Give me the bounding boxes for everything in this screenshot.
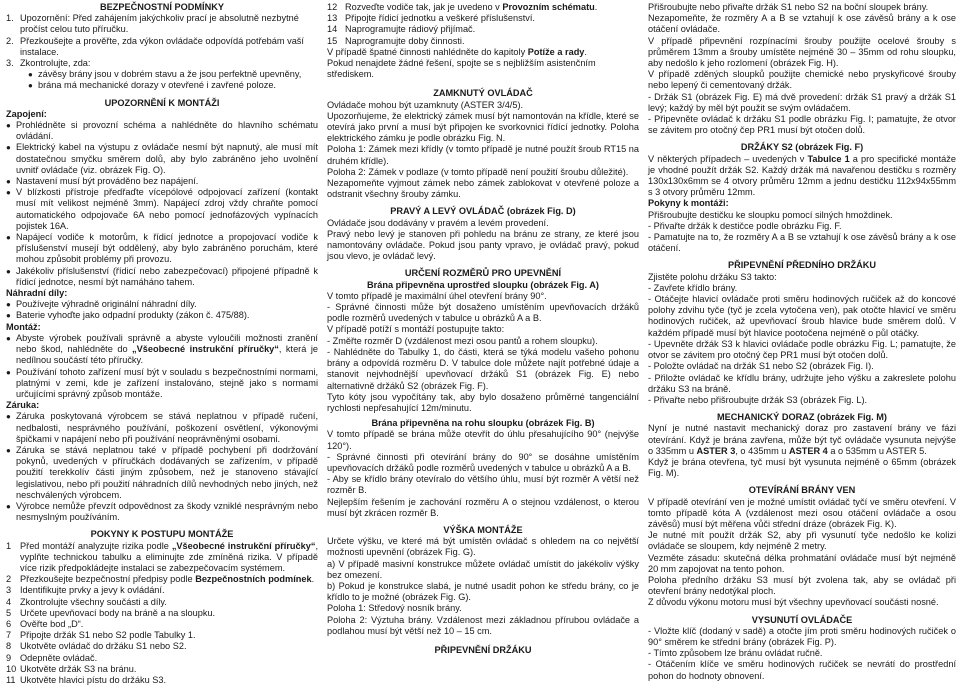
step-item: 2 Přezkoušejte bezpečnostní předpisy podle Bezpečnostních podmínek.	[6, 574, 315, 585]
step-item: 6 Ověřte bod „D“.	[6, 618, 84, 629]
pravy-levy-title: PRAVÝ A LEVÝ OVLÁDAČ (obrázek Fig. D)	[390, 206, 576, 217]
urceni-title: URČENÍ ROZMĚRŮ PRO UPEVNĚNÍ	[404, 268, 562, 279]
bullet-icon: ●	[6, 501, 11, 511]
bullet-icon: ●	[6, 445, 11, 455]
step-item: 1 Před montáží analyzujte rizika podle „Všeobecné instrukční příručky“, vyplňte technickou tabulku a eliminujte zde zmíněná rizika. V případě více rizik předpokládejte instalaci se zabezpečovacím systémem.	[6, 540, 319, 573]
step-item: 12 Rozveďte vodiče tak, jak je uvedeno v Provozním schématu.	[327, 2, 598, 12]
zaruka-item: ● Výrobce nemůže převzít odpovědnost za škody vzniklé nesprávným nebo nesmyslným používáním.	[6, 500, 318, 523]
paragraph: - Položte ovládač na držák S1 nebo S2 (obrázek Fig. I).	[648, 361, 874, 372]
paragraph: Ovládače mohou být uzamknuty (ASTER 3/4/5).	[327, 99, 524, 110]
bullet-icon: ●	[6, 412, 11, 422]
check-item: ● závěsy brány jsou v dobrém stavu a že jsou perfektně upevněny,	[28, 69, 302, 80]
bullet-icon: ●	[6, 333, 11, 343]
paragraph: - Přivařte nebo přišroubujte držák S3 (obrázek Fig. L).	[648, 394, 868, 405]
s2-title: DRŽÁKY S2 (obrázek Fig. F)	[740, 142, 864, 153]
postup-title: POKYNY K POSTUPU MONTÁŽE	[90, 529, 234, 540]
paragraph: Když je brána otevřena, tyč musí být vysunuta nejméně o 65mm (obrázek Fig. M).	[648, 456, 956, 479]
paragraph: - Vložte klíč (dodaný v sadě) a otočte jím proti směru hodinových ručiček o 90° směrem ke střední brány (obrázek Fig. P).	[648, 625, 956, 647]
pripevneni-title: PŘIPEVNĚNÍ DRŽÁKU	[434, 644, 532, 655]
paragraph: - Držák S1 (obrázek Fig. E) má dvě provedení: držák S1 pravý a držák S1 levý; každý by měl být použit se svým ovládačem.	[648, 91, 956, 113]
zapojeni-item: ● Nastavení musí být prováděno bez napájení.	[6, 176, 199, 187]
step-item: 13 Připojte řídicí jednotku a veškeré příslušenství.	[327, 13, 535, 24]
step-item: 14 Naprogramujte rádiový přijímač.	[327, 24, 476, 35]
bullet-icon: ●	[28, 70, 33, 80]
paragraph: Určete výšku, ve které má být umístěn ovládač s ohledem na co největší možnosti upevnění (obrázek Fig. G).	[327, 536, 639, 558]
bullet-icon: ●	[6, 233, 11, 243]
paragraph: V tomto případě je maximální úhel otevření brány 90°.	[327, 290, 547, 301]
paragraph: - Připevněte ovládač k držáku S1 podle obrázku Fig. I; pamatujte, že otvor se závitem pro otočný čep PR1 musí být otočen dolů.	[648, 114, 956, 136]
paragraph: - Otáčejte hlavicí ovládače proti směru hodinových ručiček až do koncové polohy zdvihu tyče (tyč je zcela vytočena ven), pak otočte hlavicí ve směru hodinových ručiček, až upevňovací šroub hlavice bude směrem dolů. V každém případě musí být hlavice pootočena nejméně o půl otáčky.	[648, 294, 956, 338]
problem-text-2: Pokud nenajdete žádné řešení, spojte se s nejbližším asistenčním střediskem.	[327, 58, 596, 80]
step-item: 8 Ukotvěte ovládač do držáku S1 nebo S2.	[6, 641, 187, 652]
paragraph: - Pamatujte na to, že rozměry A a B se vztahují k ose závěsů brány a k ose otáčení.	[648, 232, 956, 254]
vysunuti-title: VYSUNUTÍ OVLÁDAČE	[751, 614, 853, 625]
zapojeni-item: ● Napájecí vodiče k motorům, k řídicí jednotce a propojovací vodiče k příslušenství musejí být oddělený, aby bylo zabráněno poruchám, které mohou způsobit problémy při provozu.	[6, 232, 318, 265]
paragraph: - Upevněte držák S3 k hlavici ovládače podle obrázku Fig. L; pamatujte, že otvor se závitem pro otočný čep PR1 musí být otočen dolů.	[648, 338, 956, 361]
zaruka-item: ● Záruka poskytovaná výrobcem se stává neplatnou v případě ručení, nedbalosti, nesprávného používání, poškození osvětlení, výkonovými špičkami v napájení nebo při používání neoprávněnými osobami.	[6, 411, 318, 444]
paragraph: Nyní je nutné nastavit mechanický doraz pro zastavení brány ve fázi otevírání. Když je brána zavřena, může být tyč ovládače vysunuta nejvýše o 335mm u ASTER 3, o 435mm u ASTER 4 a o 535mm u ASTER 5.	[648, 423, 956, 456]
bullet-icon: ●	[6, 177, 11, 187]
bullet-icon: ●	[6, 300, 11, 310]
paragraph: Je nutné mít použít držák S2, aby při vysunutí tyče nedošlo ke kolizi ovládače se sloupem, kdy nejméně 2 metry.	[648, 530, 956, 552]
paragraph: Pravý nebo levý je stanoven při pohledu na bránu ze strany, ze které jsou namontovány ovládače. Pokud jsou panty vpravo, je ovládač pravý, pokud jsou vlevo, je ovládač levý.	[327, 228, 639, 262]
bullet-icon: ●	[6, 121, 11, 131]
nahradni-item: ● Používejte výhradně originální náhradní díly.	[6, 299, 197, 310]
paragraph: V případě zděných sloupků použijte chemické nebo pryskyřicové šrouby nebo lepený či cementovaný držák.	[648, 69, 956, 91]
zaruka-item: ● Záruka se stává neplatnou také v případě pochybení při dodržování pokynů, uvedených v příručkách dodávaných se zařízením, v případě použití terekkolív části jiným způsobem, než je stanoveno stávající legislativou, nebo při použití náhradních dílů nevhodných nebo jiných, než neschválených výrobcem.	[6, 444, 318, 500]
zapojeni-item: ● V blízkosti přístroje předřaďte vícepólové odpojovací zařízení (kontakt musí mít velikost nejméně 3mm). Napájecí zdroj vždy chraňte pomocí automatického odpojovače 6A nebo pomocí jednofázových vypínacích pojistek 16A.	[6, 187, 318, 231]
montaz-label: Montáž:	[6, 321, 41, 332]
zapojeni-label: Zapojení:	[6, 108, 47, 119]
predni-title: PŘIPEVNĚNÍ PŘEDNÍHO DRŽÁKU	[727, 260, 877, 271]
safety-item: 1. Upozornění: Před zahájením jakýchkoliv prací je absolutně nezbytné pročíst celou tuto příručku.	[6, 13, 299, 35]
paragraph: a) V případě masivní konstrukce můžete ovládač umístit do jakékoliv výšky bez omezení.	[327, 558, 639, 580]
bullet-icon: ●	[6, 266, 11, 276]
safety-list	[6, 13, 318, 91]
step-item: 15 Naprogramujte doby činnosti.	[327, 35, 465, 46]
paragraph: - Nahlédněte do Tabulky 1, do části, která se týká modelu vašeho pohonu brány a odpovídá rozměru D. V tabulce dole můžete najít potřebné údaje a stanovit nejvhodnější upevňovací držáků S1 (obrázek Fig. E) nebo alternativně držáků S2 (obrázek Fig. F).	[327, 346, 639, 391]
oteviran-title: OTEVÍRÁNÍ BRÁNY VEN	[748, 485, 856, 496]
bullet-icon: ●	[28, 81, 33, 91]
paragraph: Poloha 1: Zámek mezi křídly (v tomto případě je nutné použít šroub RT15 na druhém křídle).	[327, 144, 639, 166]
paragraph: Tyto kóty jsou vypočítány tak, aby bylo dosaženo průměrné tangenciální rychlosti nepřesahující 12m/minutu.	[327, 391, 639, 413]
paragraph: - Přivařte držák k destičce podle obrázku Fig. F.	[648, 220, 842, 231]
paragraph: Ovládače jsou dodávány v pravém a levém provedení.	[327, 217, 549, 228]
paragraph: Zjistěte polohu držáku S3 takto:	[648, 271, 777, 282]
pokyny-label: Pokyny k montáži:	[648, 198, 729, 209]
step-item: 9 Odepněte ovládač.	[6, 652, 98, 663]
paragraph: - Otáčením klíče ve směru hodinových ručiček se nevrátí do prostřední pohon do hodnoty obnovení.	[648, 659, 956, 681]
paragraph: V některých případech – uvedených v Tabulce 1 a pro specifické montáže je vhodné použít držák S2. Každý držák má navařenou destičku s rozměry 130x130x6mm se 4 otvory průměru 12mm a jednu destičku 112x94x55mm s 3 otvory průměru 12mm.	[648, 153, 956, 198]
nahradni-item: ● Baterie vyhoďte jako odpadní produkty (zákon č. 475/88).	[6, 310, 250, 321]
zapojeni-item: ● Elektrický kabel na výstupu z ovládače nesmí být napnutý, ale musí mít dostatečnou smyčku směrem dolů, aby bylo zabráněno jeho uvolnění uvnitř ovládače (viz. obrázek Fig. O).	[6, 142, 318, 175]
zaruka-label: Záruka:	[6, 400, 40, 411]
column-2	[327, 2, 639, 656]
warnings-title: UPOZORNĚNÍ K MONTÁŽI	[104, 97, 220, 108]
zapojeni-item: ● Jakékoliv příslušenství (řídicí nebo zabezpečovací) připojené případně k řídicí jednotce, nesmí být namáháno tahem.	[6, 265, 318, 287]
paragraph: Nejlepším řešením je zachování rozměru A o stejnou vzdálenost, o kterou musí být zkrácen rozměr B.	[327, 496, 639, 518]
safety-item: 3. Zkontrolujte, zda:	[6, 58, 91, 69]
paragraph: - Tímto způsobem lze bránu ovládat ručně.	[648, 648, 823, 659]
paragraph: Nezapomeňte, že rozměry A a B se vztahují k ose závěsů brány a k ose otáčení ovládače.	[648, 13, 956, 35]
check-item: ● brána má mechanické dorazy v otevřené i zavřené poloze.	[28, 80, 276, 91]
paragraph: Poloha 2: Zámek v podlaze (v tomto případě není použití šroubu důležité).	[327, 166, 629, 177]
paragraph: V tomto případě se brána může otevřít do úhlu přesahujícího 90° (nejvýše 120°).	[327, 429, 639, 451]
paragraph: - Aby se křídlo brány otevíralo do většího úhlu, musí být rozměr A větší než rozměr B.	[327, 474, 639, 496]
step-item: 4 Zkontrolujte všechny součásti a díly.	[6, 596, 167, 607]
step-item: 7 Připojte držák S1 nebo S2 podle Tabulky 1.	[6, 630, 196, 641]
montaz-item: ● Používání tohoto zařízení musí být v souladu s bezpečnostními normami, platnými v zemi, kde je zařízení instalováno, stejně jako s normami určujícími správný způsob montáže.	[6, 366, 318, 399]
step-item: 10 Ukotvěte držák S3 na bránu.	[6, 663, 137, 674]
safety-title: BEZPEČNOSTNÍ PODMÍNKY	[99, 2, 225, 12]
step-item: 3 Identifikujte prvky a jevy k ovládání.	[6, 585, 165, 596]
rohu-title: Brána připevněna na rohu sloupku (obrázek Fig. B)	[371, 418, 595, 429]
paragraph: Poloha 2: Výztuha brány. Vzdálenost mezi základnou přírubou ovládače a podlahou musí být větší než 10 – 15 cm.	[327, 614, 639, 636]
step-item: 11 Ukotvěte hlavici pístu do držáku S3.	[6, 674, 167, 685]
paragraph: - Správné činnosti při otevírání brány do 90° se dosáhne umístěním upevňovacích držáků podle rozměrů uvedených v tabulce u obrázků A a B.	[327, 451, 639, 473]
column-1	[6, 2, 318, 685]
paragraph: - Zavřete křídlo brány.	[648, 282, 738, 293]
step-item: 5 Určete upevňovací body na bráně a na sloupku.	[6, 607, 216, 618]
paragraph: V případě otevírání ven je možné umístit ovládač tyčí ve směru otevření. V tomto případě kóta A (vzdálenost mezi osou otáčení ovládače a osou závěsů) musí být měřena vůči střední dráze (obrázek Fig. K).	[648, 496, 956, 529]
paragraph: - Změřte rozměr D (vzdálenost mezi osou pantů a rohem sloupku).	[327, 335, 598, 346]
paragraph: Přišroubujte destičku ke sloupku pomocí silných hmoždinek.	[648, 209, 893, 220]
montaz-item: ● Abyste výrobek používali správně a abyste vyloučili možnosti zranění nebo škod, nahlédněte do „Všeobecné instrukční příručky“, která je nedílnou součástí této příručky.	[6, 332, 318, 366]
paragraph: Vezměte zásadu: skutečná délka prohmatání ovládače musí být nejméně 20 mm zapojovat na tento pohon.	[648, 552, 956, 574]
paragraph: V případě potíží s montáží postupujte takto:	[327, 324, 505, 335]
vyska-title: VÝŠKA MONTÁŽE	[443, 524, 523, 535]
bullet-icon: ●	[6, 143, 11, 153]
paragraph: Poloha 1: Středový nosník brány.	[327, 603, 462, 614]
zapojeni-item: ● Prohlédněte si provozní schéma a nahlédněte do hlavního schématu ovládání.	[6, 120, 318, 142]
paragraph: - Správné činnosti může být dosaženo umístěním upevňovacích držáků podle rozměrů uvedených v tabulce u obrázků A a B.	[327, 302, 639, 324]
problem-text: V případě špatné činnosti nahlédněte do kapitoly Potíže a rady.	[327, 46, 587, 57]
paragraph: V případě připevnění rozpínacími šrouby použijte ocelové šrouby s průměrem 13mm a šrouby umístěte nejméně 30 – 35mm od rohu sloupku, aby nedošlo k jeho rozlomení (obrázek Fig. H).	[648, 35, 956, 69]
column-3	[648, 2, 956, 682]
paragraph: b) Pokud je konstrukce slabá, je nutné usadit pohon ke středu brány, co je křídlo to je možné (obrázek Fig. G).	[327, 580, 639, 603]
paragraph: Přišroubujte nebo přivařte držák S1 nebo S2 na boční sloupek brány.	[648, 2, 929, 12]
nahradni-label: Náhradní díly:	[6, 288, 68, 299]
bullet-icon: ●	[6, 311, 11, 321]
paragraph: Upozorňujeme, že elektrický zámek musí být namontován na křídle, které se otevírá jako první a musí být připojen ke svorkovnici řídící jednotky. Poloha elektrického zámku je podle obrázku Fig. N.	[327, 110, 639, 144]
paragraph: Poloha předního držáku S3 musí být zvolena tak, aby se ovládač při otevření brány nedotýkal ploch.	[648, 574, 956, 597]
bullet-icon: ●	[6, 188, 11, 198]
bullet-icon: ●	[6, 367, 11, 377]
safety-item: 2. Přezkoušejte a prověřte, zda výkon ovládače odpovídá potřebám vaší instalace.	[6, 35, 304, 57]
paragraph: - Přiložte ovládač ke křídlu brány, udržujte jeho výšku a zakreslete polohu držáku S3 na bráně.	[648, 372, 956, 394]
doraz-title: MECHANICKÝ DORAZ (obrázek Fig. M)	[717, 412, 887, 423]
paragraph: Nezapomeňte vyjmout zámek nebo zámek zablokovat v otevřené poloze a odstranit všechny šrouby zámku.	[327, 178, 639, 200]
urceni-subtitle: Brána připevněna uprostřed sloupku (obrázek Fig. A)	[367, 279, 599, 290]
paragraph: Z důvodu výkonu motoru musí být všechny upevňovací součásti nosné.	[648, 597, 939, 608]
zamknuty-title: ZAMKNUTÝ OVLÁDAČ	[433, 88, 533, 99]
